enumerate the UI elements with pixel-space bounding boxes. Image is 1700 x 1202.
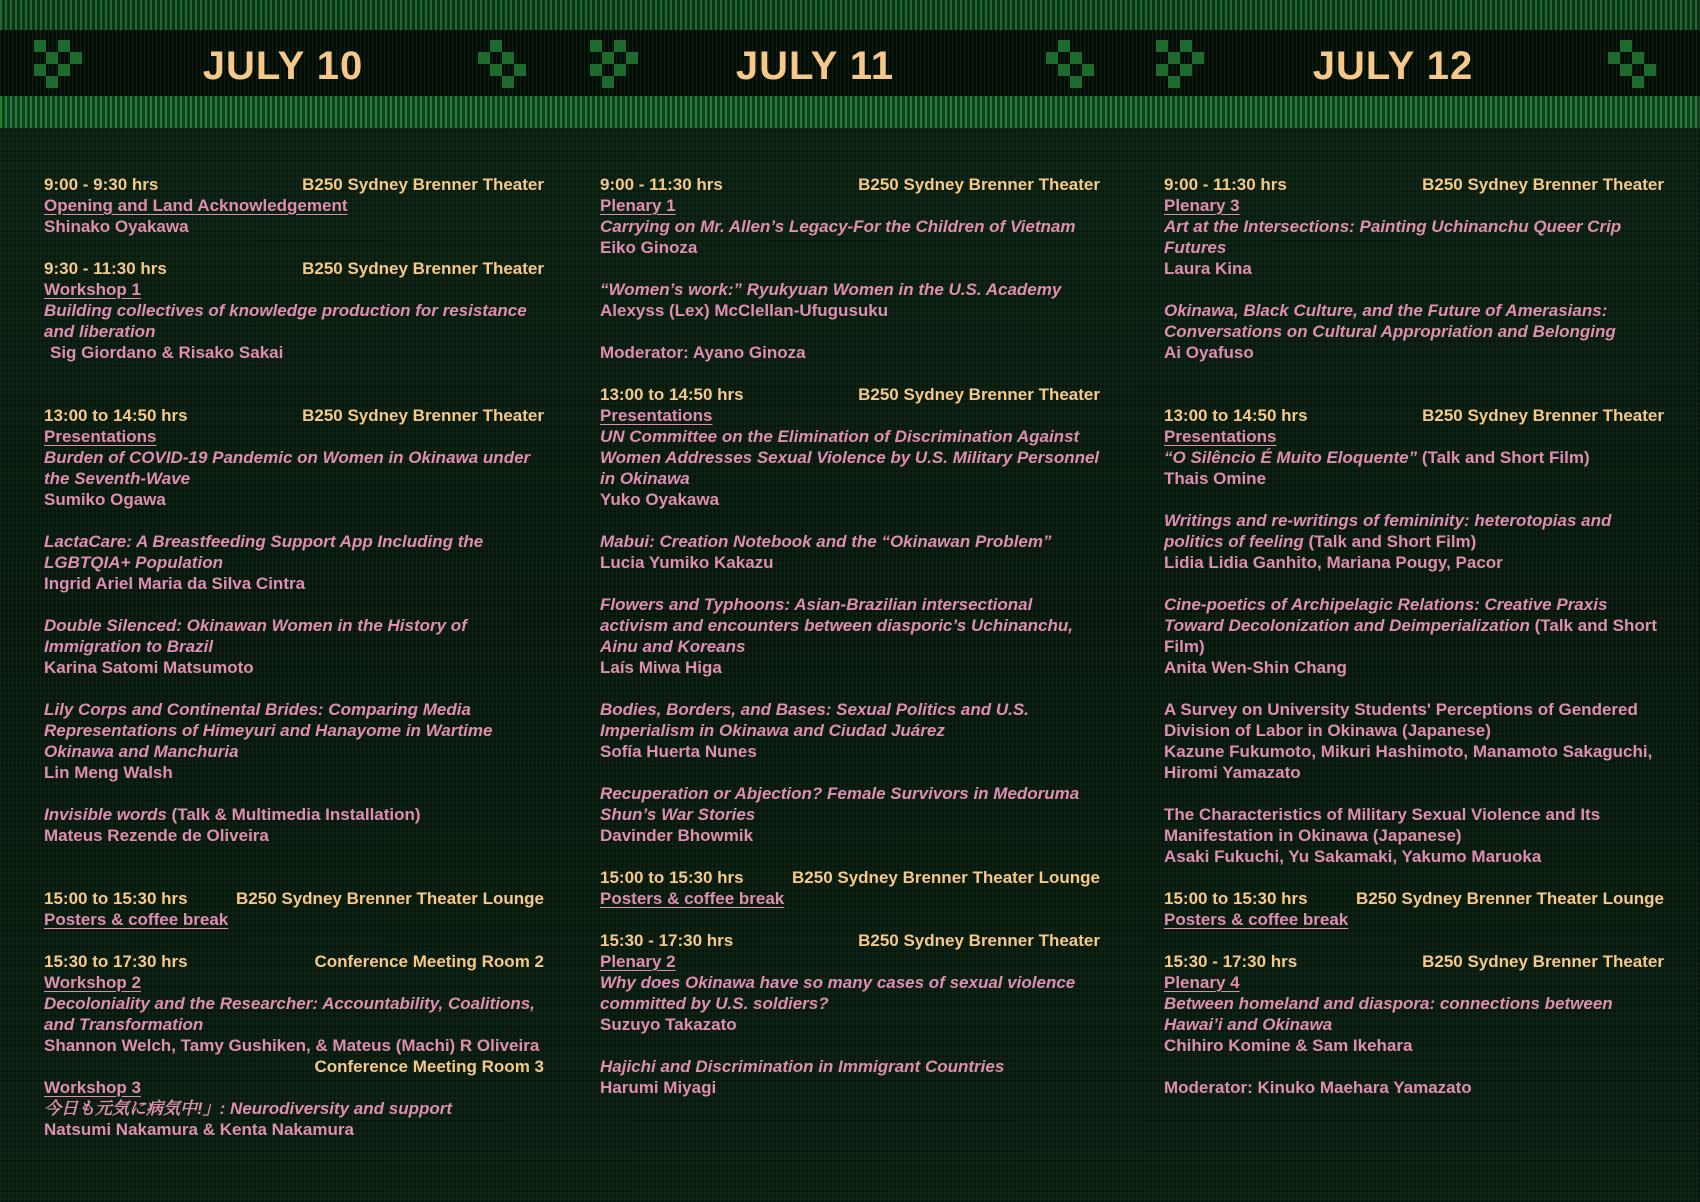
speaker: Shannon Welch, Tamy Gushiken, & Mateus (Machi) R Oliveira (44, 1036, 540, 1055)
session-time: 13:00 to 14:50 hrs (600, 385, 744, 404)
speaker: Alexyss (Lex) McClellan-Ufugusuku (600, 301, 889, 320)
talk-title: Carrying on Mr. Allen’s Legacy-For the Children of Vietnam (600, 217, 1076, 236)
speaker: Yuko Oyakawa (600, 490, 720, 509)
moderator: Moderator: Ayano Ginoza (600, 343, 806, 362)
session-label-link[interactable]: Posters & coffee break (600, 889, 785, 908)
speaker: Eiko Ginoza (600, 238, 698, 257)
session-time: 15:00 to 15:30 hrs (1164, 889, 1308, 908)
talk-title: Burden of COVID-19 Pandemic on Women in Okinawa under the Seventh-Wave (44, 448, 531, 488)
session-block (1164, 174, 1664, 363)
session-time: 13:00 to 14:50 hrs (1164, 406, 1308, 425)
talk-item (600, 426, 1100, 510)
session-room: B250 Sydney Brenner Theater Lounge (792, 868, 1100, 887)
session-label-link[interactable]: Workshop 1 (44, 280, 141, 299)
talk-title: Mabui: Creation Notebook and the “Okinawan Problem” (600, 532, 1052, 551)
talk-title: Art at the Intersections: Painting Uchinanchu Queer Crip Futures (1164, 217, 1622, 257)
moderator: Moderator: Kinuko Maehara Yamazato (1164, 1078, 1472, 1097)
session-label-link[interactable]: Posters & coffee break (44, 910, 229, 929)
talk-item (44, 615, 544, 678)
speaker: Lucia Yumiko Kakazu (600, 553, 774, 572)
session-label-link[interactable]: Workshop 3 (44, 1078, 141, 1097)
session-room: B250 Sydney Brenner Theater (302, 406, 544, 425)
session-time: 9:00 - 9:30 hrs (44, 175, 159, 194)
talk-title: Building collectives of knowledge production for resistance and liberation (44, 301, 527, 341)
pattern-motif-icon (1156, 40, 1210, 90)
session-room: B250 Sydney Brenner Theater (858, 385, 1100, 404)
day-title-july-10: JULY 10 (202, 44, 364, 88)
talk-item (600, 531, 1100, 573)
talk-title: Double Silenced: Okinawan Women in the History of Immigration to Brazil (44, 616, 467, 656)
woven-top-band (0, 0, 1700, 30)
session-label-link[interactable]: Plenary 3 (1164, 196, 1240, 215)
talk-item (600, 594, 1100, 678)
session-time: 15:00 to 15:30 hrs (44, 889, 188, 908)
session-label-link[interactable]: Opening and Land Acknowledgement (44, 196, 348, 215)
talk-format-note: (Talk and Short Film) (1303, 532, 1477, 551)
talk-item (44, 804, 544, 846)
session-time: 15:30 - 17:30 hrs (600, 931, 734, 950)
day-title-july-11: JULY 11 (735, 44, 895, 88)
session-label-link[interactable]: Plenary 4 (1164, 973, 1240, 992)
talk-title: Between homeland and diaspora: connections between Hawai’i and Okinawa (1164, 994, 1613, 1034)
talk-title: “O Silêncio É Muito Eloquente” (1164, 448, 1418, 467)
talk-title: Why does Okinawa have so many cases of sexual violence committed by U.S. soldiers? (600, 973, 1076, 1013)
session-time: 15:00 to 15:30 hrs (600, 868, 744, 887)
schedule-column-july-12 (1164, 174, 1664, 1098)
talk-title: Writings and re-writings of femininity: heterotopias and politics of feeling (1164, 511, 1612, 551)
pattern-motif-icon (34, 40, 88, 90)
talk-item (1164, 510, 1664, 573)
session-time: 9:30 - 11:30 hrs (44, 259, 167, 278)
day-title-july-12: JULY 12 (1312, 44, 1474, 88)
speaker: Thais Omine (1164, 469, 1267, 488)
talk-item (600, 783, 1100, 846)
session-block (44, 951, 544, 1056)
speaker: Sumiko Ogawa (44, 490, 166, 509)
session-block (600, 867, 1100, 909)
session-block (44, 174, 544, 237)
session-label-link[interactable]: Plenary 1 (600, 196, 676, 215)
talk-item (600, 972, 1100, 1035)
session-room: Conference Meeting Room 3 (314, 1057, 544, 1076)
talk-format-note: (Talk and Short Film) (1164, 616, 1658, 656)
speaker: Ingrid Ariel Maria da Silva Cintra (44, 574, 306, 593)
talk-title: Recuperation or Abjection? Female Survivors in Medoruma Shun’s War Stories (600, 784, 1080, 824)
talk-item (1164, 993, 1664, 1056)
speaker: Kazune Fukumoto, Mikuri Hashimoto, Manamoto Sakaguchi, Hiromi Yamazato (1164, 742, 1653, 782)
session-block (1164, 405, 1664, 867)
session-room: B250 Sydney Brenner Theater Lounge (1356, 889, 1664, 908)
talk-title: Invisible words (44, 805, 167, 824)
session-block (1164, 951, 1664, 1098)
talk-title: Bodies, Borders, and Bases: Sexual Politics and U.S. Imperialism in Okinawa and Ciudad Juárez (600, 700, 1029, 740)
talk-title: Okinawa, Black Culture, and the Future of Amerasians: Conversations on Cultural Appropriation and Belonging (1164, 301, 1616, 341)
talk-title: LactaCare: A Breastfeeding Support App Including the LGBTQIA+ Population (44, 532, 484, 572)
schedule-column-july-10 (44, 174, 544, 1140)
session-block (44, 405, 544, 846)
talk-title: A Survey on University Students' Perceptions of Gendered Division of Labor in Okinawa (Japanese) (1164, 700, 1638, 740)
session-label-link[interactable]: Plenary 2 (600, 952, 676, 971)
session-label-link[interactable]: Presentations (600, 406, 713, 425)
talk-title: Lily Corps and Continental Brides: Comparing Media Representations of Himeyuri and Hanayome in Wartime Okinawa and Manchuria (44, 700, 493, 761)
talk-item (1164, 447, 1664, 489)
session-time: 9:00 - 11:30 hrs (600, 175, 723, 194)
woven-mid-band (0, 96, 1700, 128)
speaker: Natsumi Nakamura & Kenta Nakamura (44, 1120, 354, 1139)
session-room: B250 Sydney Brenner Theater (1422, 175, 1664, 194)
talk-title: Hajichi and Discrimination in Immigrant Countries (600, 1057, 1005, 1076)
speaker: Chihiro Komine & Sam Ikehara (1164, 1036, 1413, 1055)
speaker: Lin Meng Walsh (44, 763, 173, 782)
talk-item (1164, 300, 1664, 363)
session-block (44, 888, 544, 930)
speaker: Suzuyo Takazato (600, 1015, 737, 1034)
pattern-motif-icon (590, 40, 644, 90)
session-room: B250 Sydney Brenner Theater Lounge (236, 889, 544, 908)
session-time: 9:00 - 11:30 hrs (1164, 175, 1287, 194)
speaker: Asaki Fukuchi, Yu Sakamaki, Yakumo Maruoka (1164, 847, 1542, 866)
session-block (600, 930, 1100, 1098)
talk-title: “Women’s work:” Ryukyuan Women in the U.S. Academy (600, 280, 1062, 299)
speaker: Lidia Lidia Ganhito, Mariana Pougy, Pacor (1164, 553, 1503, 572)
pattern-motif-icon (1046, 40, 1100, 90)
talk-title: UN Committee on the Elimination of Discrimination Against Women Addresses Sexual Violence by U.S. Military Personnel in Okinawa (600, 427, 1100, 488)
talk-item (1164, 699, 1664, 783)
session-block (44, 258, 544, 363)
speaker: Laís Miwa Higa (600, 658, 722, 677)
session-room: B250 Sydney Brenner Theater (858, 175, 1100, 194)
speaker: Davinder Bhowmik (600, 826, 754, 845)
talk-item (1164, 804, 1664, 867)
session-room: B250 Sydney Brenner Theater (1422, 406, 1664, 425)
talk-title: Decoloniality and the Researcher: Accountability, Coalitions, and Transformation (44, 994, 535, 1034)
talk-item (1164, 594, 1664, 678)
session-time: 13:00 to 14:50 hrs (44, 406, 188, 425)
session-block (600, 174, 1100, 363)
talk-title: Flowers and Typhoons: Asian-Brazilian intersectional activism and encounters between diasporic’s Uchinanchu, Ainu and Koreans (600, 595, 1073, 656)
talk-item (44, 447, 544, 510)
speaker: Sofía Huerta Nunes (600, 742, 757, 761)
speaker: Sig Giordano & Risako Sakai (50, 343, 284, 362)
session-room: B250 Sydney Brenner Theater (858, 931, 1100, 950)
session-block (600, 384, 1100, 846)
speaker: Shinako Oyakawa (44, 217, 189, 236)
session-block (1164, 888, 1664, 930)
session-room: B250 Sydney Brenner Theater (302, 259, 544, 278)
talk-item (44, 699, 544, 783)
pattern-motif-icon (1608, 40, 1662, 90)
talk-item (44, 531, 544, 594)
session-label-link[interactable]: Posters & coffee break (1164, 910, 1349, 929)
session-time: 15:30 - 17:30 hrs (1164, 952, 1298, 971)
session-block (44, 1056, 544, 1140)
session-room: B250 Sydney Brenner Theater (302, 175, 544, 194)
session-room: Conference Meeting Room 2 (314, 952, 544, 971)
talk-item (600, 216, 1100, 258)
session-room: B250 Sydney Brenner Theater (1422, 952, 1664, 971)
speaker: Karina Satomi Matsumoto (44, 658, 254, 677)
speaker: Mateus Rezende de Oliveira (44, 826, 269, 845)
speaker: Harumi Miyagi (600, 1078, 717, 1097)
pattern-motif-icon (478, 40, 532, 90)
speaker: Laura Kina (1164, 259, 1252, 278)
talk-format-note: (Talk and Short Film) (1417, 448, 1590, 467)
speaker: Anita Wen-Shin Chang (1164, 658, 1347, 677)
talk-title: The Characteristics of Military Sexual Violence and Its Manifestation in Okinawa (Japanese) (1164, 805, 1601, 845)
talk-title: 今日も元気に病気中!」: Neurodiversity and support (44, 1099, 453, 1118)
speaker: Ai Oyafuso (1164, 343, 1254, 362)
talk-item (600, 699, 1100, 762)
talk-item (1164, 216, 1664, 279)
session-label-link[interactable]: Presentations (44, 427, 157, 446)
session-time: 15:30 to 17:30 hrs (44, 952, 188, 971)
session-label-link[interactable]: Workshop 2 (44, 973, 141, 992)
session-label-link[interactable]: Presentations (1164, 427, 1277, 446)
schedule-column-july-11 (600, 174, 1100, 1098)
talk-item (600, 279, 1100, 321)
talk-item (600, 1056, 1100, 1098)
talk-format-note: (Talk & Multimedia Installation) (166, 805, 421, 824)
talk-title: Cine-poetics of Archipelagic Relations: Creative Praxis Toward Decolonization and Deimperialization (1164, 595, 1608, 635)
